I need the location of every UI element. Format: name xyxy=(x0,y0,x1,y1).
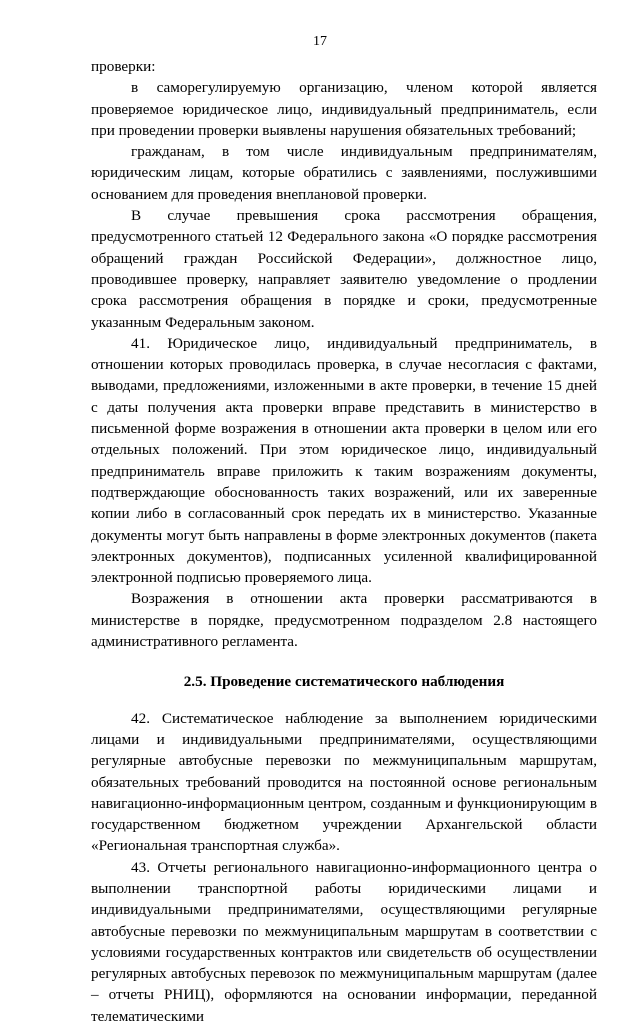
paragraph-item-43: 43. Отчеты регионального навигационно-информационного центра о выполнении транспортной работы юридическими лицами и индивидуальными предпринимателями, осуществляющими регулярные автобусные перевозки по межмуниципальным маршрутам в соответствии с условиями государственных контрактов или свидетельств об осуществлении регулярных автобусных перевозок по межмуниципальным маршрутам (далее – отчеты РНИЦ), оформляются на основании информации, переданной телематическими xyxy=(91,858,597,1025)
paragraph-objections: Возражения в отношении акта проверки рассматриваются в министерстве в порядке, предусмотренном подразделом 2.8 настоящего административного регламента. xyxy=(91,590,597,651)
section-heading: 2.5. Проведение систематического наблюдения xyxy=(183,673,505,691)
paragraph-term-exceeded: В случае превышения срока рассмотрения обращения, предусмотренного статьей 12 Федерального закона «О порядке рассмотрения обращений граждан Российской Федерации», должностное лицо, проводившее проверку, направляет заявителю уведомление о продлении срока рассмотрения обращения в порядке и сроки, предусмотренные указанным Федеральным законом. xyxy=(91,207,597,331)
paragraph-item-41: 41. Юридическое лицо, индивидуальный предприниматель, в отношении которых проводилась проверка, в случае несогласия с фактами, выводами, предложениями, изложенными в акте проверки, в течение 15 дней с даты получения акта проверки вправе представить в министерство в письменной форме возражения в отношении акта проверки в целом или его отдельных положений. При этом юридическое лицо, индивидуальный предприниматель вправе приложить к таким возражениям документы, подтверждающие обоснованность таких возражений, или их заверенные копии либо в согласованный срок передать их в министерство. Указанные документы могут быть направлены в форме электронных документов (пакета электронных документов), подписанных усиленной квалифицированной электронной подписью проверяемого лица. xyxy=(91,334,597,587)
paragraph-self-regulatory: в саморегулируемую организацию, членом которой является проверяемое юридическое лицо, индивидуальный предприниматель, если при проведении проверки выявлены нарушения обязательных требований; xyxy=(91,79,597,139)
paragraph-item-42: 42. Систематическое наблюдение за выполнением юридическими лицами и индивидуальными предпринимателями, осуществляющими регулярные автобусные перевозки по межмуниципальным маршрутам, обязательных требований проводится на постоянной основе региональным навигационно-информационным центром, созданным и функционирующим в государственном бюджетном учреждении Архангельской области «Региональная транспортная служба». xyxy=(91,709,597,855)
paragraph-continuation: проверки: xyxy=(91,58,156,75)
paragraph-citizens: гражданам, в том числе индивидуальным предпринимателям, юридическим лицам, которые обратились с заявлениями, послужившими основанием для проведения внеплановой проверки. xyxy=(91,143,597,203)
page-number: 17 xyxy=(313,34,327,49)
document-body xyxy=(91,56,597,1027)
